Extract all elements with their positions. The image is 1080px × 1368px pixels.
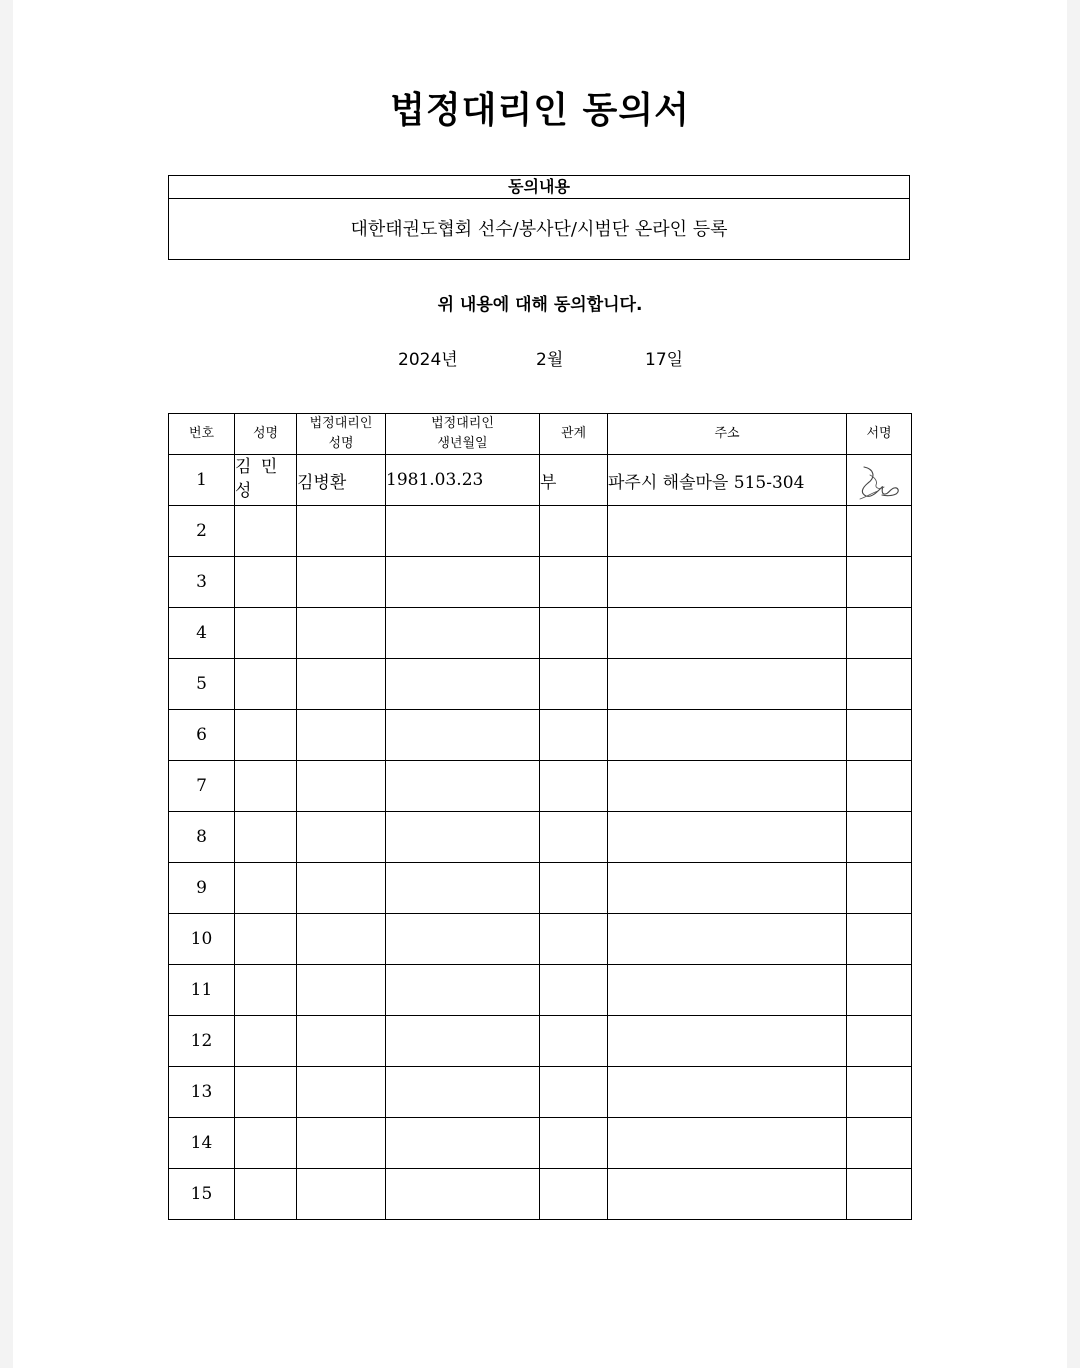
row-name (235, 1016, 297, 1067)
row-rep-name (297, 1118, 386, 1169)
table-row (169, 659, 912, 710)
row-address (608, 659, 847, 710)
table-row (169, 812, 912, 863)
table-row (169, 557, 912, 608)
row-rep-name (297, 863, 386, 914)
row-rep-birth (386, 557, 540, 608)
header-rep-birth-line1: 법정대리인 (431, 416, 494, 431)
table-header-row (169, 414, 912, 455)
row-relation (540, 557, 608, 608)
row-no: 11 (169, 965, 235, 1016)
row-name (235, 914, 297, 965)
row-signature (847, 1169, 912, 1220)
date-month: 2월 (536, 350, 564, 370)
row-address (608, 1016, 847, 1067)
row-rep-birth (386, 761, 540, 812)
row-relation (540, 812, 608, 863)
date-year: 2024년 (398, 350, 458, 370)
row-no: 3 (169, 557, 235, 608)
row-rep-name (297, 1016, 386, 1067)
row-name (235, 506, 297, 557)
row-name (235, 1067, 297, 1118)
row-rep-birth (386, 659, 540, 710)
table-row (169, 1169, 912, 1220)
header-rep-name-line1: 법정대리인 (309, 416, 373, 431)
row-rep-birth (386, 914, 540, 965)
row-relation (540, 659, 608, 710)
row-rep-birth (386, 1118, 540, 1169)
row-rep-name (297, 914, 386, 965)
table-body (169, 455, 912, 1220)
row-rep-birth (386, 1169, 540, 1220)
row-signature (847, 965, 912, 1016)
table-row (169, 761, 912, 812)
row-address (608, 761, 847, 812)
guardian-table (168, 413, 912, 1220)
row-rep-name (297, 557, 386, 608)
row-name (235, 1169, 297, 1220)
row-no: 12 (169, 1016, 235, 1067)
row-address (608, 914, 847, 965)
row-signature (847, 608, 912, 659)
row-signature (847, 1067, 912, 1118)
header-relation: 관계 (540, 414, 608, 455)
row-relation (540, 965, 608, 1016)
row-no: 6 (169, 710, 235, 761)
row-address (608, 812, 847, 863)
header-name: 성명 (235, 414, 297, 455)
row-no: 15 (169, 1169, 235, 1220)
row-rep-birth (386, 608, 540, 659)
row-name (235, 557, 297, 608)
row-signature (847, 1016, 912, 1067)
row-address: 파주시 해솔마을 515-304 (608, 455, 847, 506)
row-name (235, 761, 297, 812)
table-row (169, 965, 912, 1016)
row-signature (847, 761, 912, 812)
consent-header: 동의내용 (169, 176, 909, 199)
row-relation (540, 761, 608, 812)
row-name (235, 659, 297, 710)
row-rep-name (297, 659, 386, 710)
row-relation (540, 1118, 608, 1169)
consent-content: 대한태권도협회 선수/봉사단/시범단 온라인 등록 (350, 219, 728, 240)
row-no: 5 (169, 659, 235, 710)
row-rep-name (297, 710, 386, 761)
row-rep-name (297, 1169, 386, 1220)
agreement-statement: 위 내용에 대해 동의합니다. (437, 295, 643, 315)
row-address (608, 965, 847, 1016)
row-name (235, 1118, 297, 1169)
row-rep-birth (386, 812, 540, 863)
row-name (235, 710, 297, 761)
row-relation (540, 710, 608, 761)
table-row (169, 710, 912, 761)
row-signature (847, 710, 912, 761)
row-signature (847, 1118, 912, 1169)
date-day: 17일 (645, 350, 684, 370)
row-rep-name: 김병환 (297, 455, 386, 506)
row-rep-birth (386, 710, 540, 761)
row-rep-birth: 1981.03.23 (386, 455, 540, 506)
row-no: 7 (169, 761, 235, 812)
table-row (169, 1016, 912, 1067)
row-address (608, 506, 847, 557)
handwritten-signature (856, 463, 902, 503)
row-relation: 부 (540, 455, 608, 506)
row-rep-name (297, 506, 386, 557)
row-address (608, 710, 847, 761)
row-address (608, 1118, 847, 1169)
table-row (169, 506, 912, 557)
row-signature (847, 812, 912, 863)
row-signature (847, 506, 912, 557)
row-rep-name (297, 965, 386, 1016)
row-name (235, 965, 297, 1016)
row-name (235, 812, 297, 863)
row-no: 10 (169, 914, 235, 965)
row-relation (540, 1016, 608, 1067)
row-rep-name (297, 1067, 386, 1118)
document-page (13, 0, 1067, 1368)
row-relation (540, 506, 608, 557)
row-no: 9 (169, 863, 235, 914)
row-relation (540, 863, 608, 914)
consent-box (168, 175, 910, 260)
row-signature (847, 455, 912, 506)
row-address (608, 557, 847, 608)
row-rep-name (297, 761, 386, 812)
row-rep-name (297, 608, 386, 659)
row-relation (540, 1169, 608, 1220)
row-signature (847, 659, 912, 710)
row-no: 2 (169, 506, 235, 557)
row-rep-birth (386, 965, 540, 1016)
row-name: 김 민 성 (235, 455, 297, 506)
table-row (169, 1067, 912, 1118)
row-rep-birth (386, 1067, 540, 1118)
header-rep-name (297, 414, 386, 455)
row-address (608, 608, 847, 659)
row-signature (847, 557, 912, 608)
header-signature: 서명 (847, 414, 912, 455)
row-address (608, 1067, 847, 1118)
row-relation (540, 914, 608, 965)
row-no: 1 (169, 455, 235, 506)
row-address (608, 1169, 847, 1220)
header-rep-name-line2: 성명 (328, 436, 354, 451)
table-row (169, 608, 912, 659)
table-row (169, 455, 912, 506)
header-address: 주소 (608, 414, 847, 455)
row-no: 13 (169, 1067, 235, 1118)
table-row (169, 863, 912, 914)
row-rep-name (297, 812, 386, 863)
row-signature (847, 863, 912, 914)
row-relation (540, 608, 608, 659)
row-signature (847, 914, 912, 965)
row-no: 4 (169, 608, 235, 659)
row-rep-birth (386, 1016, 540, 1067)
row-rep-birth (386, 863, 540, 914)
row-relation (540, 1067, 608, 1118)
row-name (235, 863, 297, 914)
row-rep-birth (386, 506, 540, 557)
row-address (608, 863, 847, 914)
row-no: 14 (169, 1118, 235, 1169)
table-row (169, 914, 912, 965)
document-title: 법정대리인 동의서 (390, 90, 690, 131)
table-row (169, 1118, 912, 1169)
header-rep-birth-line2: 생년월일 (437, 436, 488, 451)
header-no: 번호 (169, 414, 235, 455)
row-no: 8 (169, 812, 235, 863)
row-name (235, 608, 297, 659)
header-rep-birth (386, 414, 540, 455)
